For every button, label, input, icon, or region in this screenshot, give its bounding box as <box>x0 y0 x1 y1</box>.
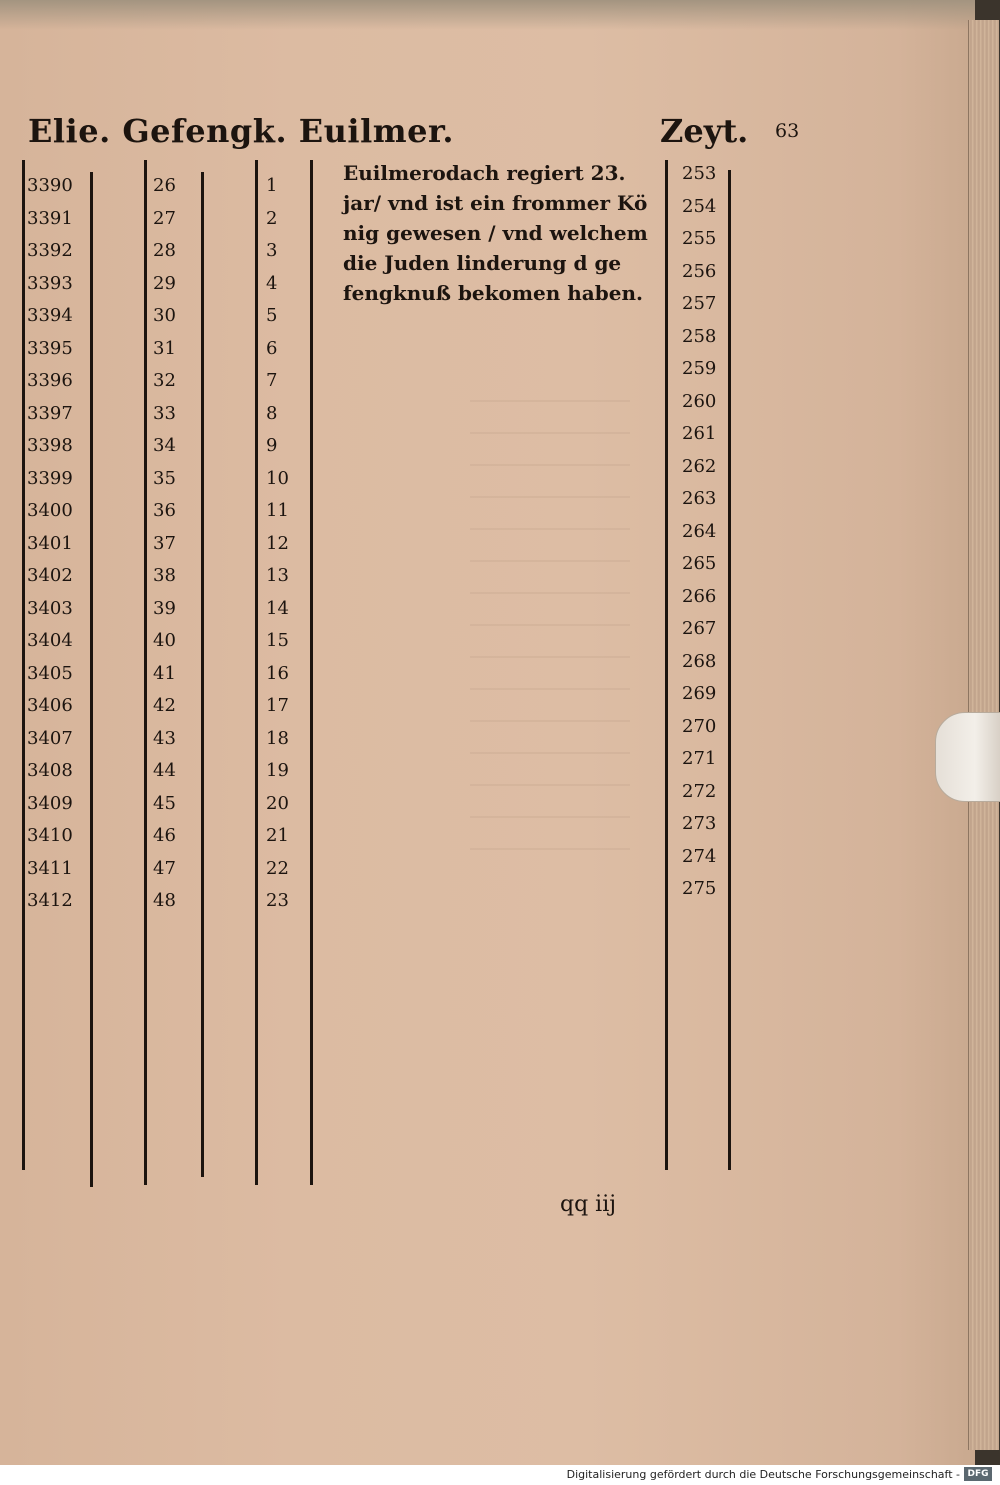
header-left-title: Elie. Gefengk. Euilmer. <box>28 112 454 150</box>
world-year-cell: 3390 <box>27 175 73 196</box>
note-line: Euilmerodach regiert 23. <box>343 161 626 185</box>
time-year-cell: 253 <box>682 163 717 184</box>
time-year-cell: 268 <box>682 650 717 672</box>
captivity-year-cell: 31 <box>153 337 176 359</box>
captivity-year-column <box>153 170 176 918</box>
world-year-cell: 3400 <box>27 500 73 521</box>
reign-year-cell: 4 <box>266 272 278 294</box>
time-year-cell: 274 <box>682 845 717 867</box>
time-year-cell: 255 <box>682 228 717 249</box>
gathering-signature: qq iij <box>560 1192 617 1217</box>
time-year-cell: 267 <box>682 618 717 639</box>
captivity-year-cell: 28 <box>153 240 176 261</box>
captivity-year-cell: 36 <box>153 500 176 521</box>
reign-year-cell: 10 <box>266 467 289 489</box>
column-rule <box>665 160 668 1170</box>
reign-year-cell: 18 <box>266 727 289 749</box>
note-line: fengknuß bekomen haben. <box>343 281 643 305</box>
world-year-cell: 3393 <box>27 272 73 294</box>
time-year-cell: 260 <box>682 390 717 412</box>
world-year-cell: 3402 <box>27 565 73 586</box>
captivity-year-cell: 27 <box>153 207 176 229</box>
world-year-cell: 3397 <box>27 402 73 424</box>
dfg-logo-icon: DFG <box>964 1467 992 1481</box>
captivity-year-cell: 35 <box>153 467 176 489</box>
world-year-cell: 3409 <box>27 792 73 814</box>
time-year-cell: 265 <box>682 553 717 574</box>
captivity-year-cell: 29 <box>153 272 176 294</box>
time-year-cell: 269 <box>682 683 717 704</box>
world-year-cell: 3399 <box>27 467 73 489</box>
time-year-cell: 259 <box>682 358 717 379</box>
world-year-cell: 3395 <box>27 337 73 359</box>
world-year-cell: 3398 <box>27 435 73 456</box>
time-year-cell: 263 <box>682 488 717 509</box>
captivity-year-cell: 41 <box>153 662 176 684</box>
time-year-cell: 275 <box>682 878 717 899</box>
world-year-cell: 3396 <box>27 370 73 391</box>
time-year-cell: 262 <box>682 455 717 477</box>
running-header <box>28 112 808 157</box>
reign-year-cell: 5 <box>266 305 278 326</box>
captivity-year-cell: 45 <box>153 792 176 814</box>
reign-year-cell: 9 <box>266 435 278 456</box>
reign-note <box>343 158 648 308</box>
header-right-title: Zeyt. <box>660 112 749 150</box>
world-year-cell: 3411 <box>27 857 73 879</box>
footer-credit: Digitalisierung gefördert durch die Deutsche Forschungsgemeinschaft - <box>566 1468 960 1481</box>
column-rule <box>255 160 258 1185</box>
time-year-cell: 266 <box>682 585 717 607</box>
world-year-cell: 3405 <box>27 662 73 684</box>
time-year-cell: 264 <box>682 520 717 542</box>
time-year-cell: 257 <box>682 293 717 314</box>
column-rule <box>728 170 731 1170</box>
reign-year-cell: 7 <box>266 370 278 391</box>
reign-year-cell: 23 <box>266 890 289 911</box>
column-rule <box>201 172 204 1177</box>
note-line: die Juden linderung d ge <box>343 251 622 275</box>
reign-year-cell: 19 <box>266 760 289 781</box>
reign-year-cell: 13 <box>266 565 289 586</box>
column-rule <box>22 160 25 1170</box>
world-year-cell: 3391 <box>27 207 73 229</box>
time-year-cell: 270 <box>682 715 717 737</box>
world-year-cell: 3412 <box>27 890 73 911</box>
reign-year-cell: 6 <box>266 337 278 359</box>
reign-year-cell: 2 <box>266 207 278 229</box>
captivity-year-cell: 32 <box>153 370 176 391</box>
column-rule <box>144 160 147 1185</box>
reign-year-cell: 16 <box>266 662 289 684</box>
captivity-year-cell: 33 <box>153 402 176 424</box>
reign-year-cell: 1 <box>266 175 278 196</box>
captivity-year-cell: 48 <box>153 890 176 911</box>
captivity-year-cell: 39 <box>153 597 176 619</box>
reign-year-cell: 11 <box>266 500 289 521</box>
page-clip <box>935 712 1000 802</box>
world-year-cell: 3407 <box>27 727 73 749</box>
top-shadow <box>0 0 975 30</box>
reign-year-cell: 12 <box>266 532 289 554</box>
captivity-year-cell: 43 <box>153 727 176 749</box>
time-year-cell: 254 <box>682 195 717 217</box>
world-year-cell: 3404 <box>27 630 73 651</box>
time-year-cell: 258 <box>682 325 717 347</box>
time-year-cell: 271 <box>682 748 717 769</box>
reign-year-cell: 3 <box>266 240 278 261</box>
show-through-bleed <box>470 400 630 870</box>
reign-year-cell: 14 <box>266 597 289 619</box>
captivity-year-cell: 26 <box>153 175 176 196</box>
captivity-year-cell: 34 <box>153 435 176 456</box>
world-year-column <box>27 170 73 918</box>
reign-year-cell: 21 <box>266 825 289 846</box>
world-year-cell: 3392 <box>27 240 73 261</box>
world-year-cell: 3394 <box>27 305 73 326</box>
world-year-cell: 3408 <box>27 760 73 781</box>
reign-year-cell: 20 <box>266 792 289 814</box>
captivity-year-cell: 40 <box>153 630 176 651</box>
column-rule <box>310 160 313 1185</box>
reign-year-cell: 8 <box>266 402 278 424</box>
reign-year-cell: 22 <box>266 857 289 879</box>
world-year-cell: 3410 <box>27 825 73 846</box>
world-year-cell: 3406 <box>27 695 73 716</box>
captivity-year-cell: 42 <box>153 695 176 716</box>
reign-year-cell: 17 <box>266 695 289 716</box>
note-line: nig gewesen / vnd welchem <box>343 221 648 245</box>
reign-year-column <box>266 170 289 918</box>
time-year-cell: 273 <box>682 813 717 834</box>
time-year-cell: 272 <box>682 780 717 802</box>
captivity-year-cell: 46 <box>153 825 176 846</box>
time-year-cell: 261 <box>682 423 717 444</box>
note-line: jar/ vnd ist ein frommer Kö <box>343 191 648 215</box>
captivity-year-cell: 44 <box>153 760 176 781</box>
time-year-cell: 256 <box>682 260 717 282</box>
world-year-cell: 3403 <box>27 597 73 619</box>
time-year-column <box>682 158 716 906</box>
captivity-year-cell: 37 <box>153 532 176 554</box>
page-number: 63 <box>775 120 800 142</box>
digitization-footer <box>0 1465 1000 1485</box>
column-rule <box>90 172 93 1187</box>
world-year-cell: 3401 <box>27 532 73 554</box>
captivity-year-cell: 30 <box>153 305 176 326</box>
captivity-year-cell: 47 <box>153 857 176 879</box>
reign-year-cell: 15 <box>266 630 289 651</box>
captivity-year-cell: 38 <box>153 565 176 586</box>
